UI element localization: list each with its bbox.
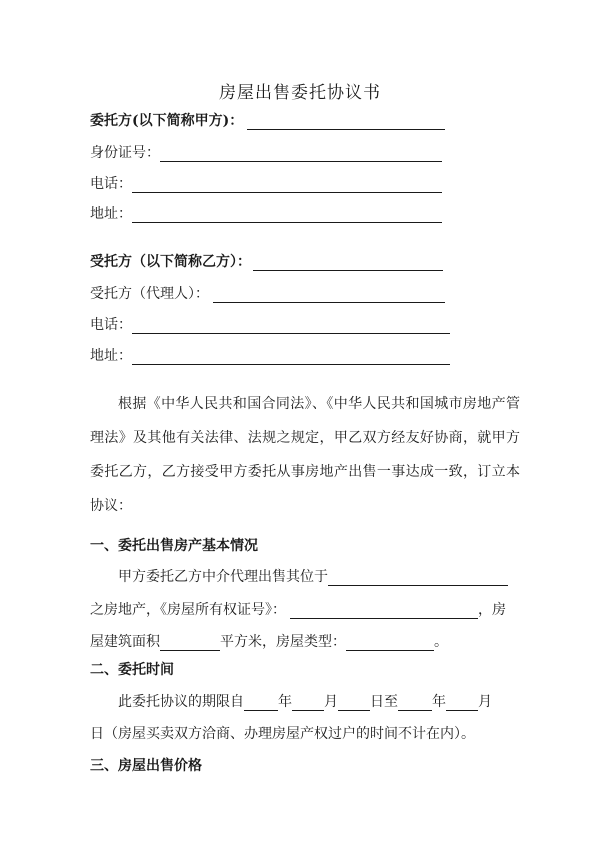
party-b-agent-line	[90, 285, 445, 303]
party-a-address-blank[interactable]	[132, 207, 442, 223]
party-b-address-line	[90, 347, 450, 365]
section2-line1	[118, 693, 492, 711]
party-a-phone-label: 电话：	[90, 176, 132, 192]
section1-type-label: 平方米，房屋类型：	[220, 634, 346, 650]
section1-line3-end: 。	[434, 634, 448, 650]
party-b-agent-label: 受托方（代理人）：	[90, 286, 209, 302]
end-year-blank[interactable]	[398, 695, 432, 711]
period-from-label: 此委托协议的期限自	[118, 694, 244, 710]
party-b-name-blank[interactable]	[253, 255, 443, 271]
party-a-id-blank[interactable]	[160, 146, 442, 162]
party-a-label: 委托方(以下简称甲方)：	[90, 113, 244, 129]
section2-heading: 二、委托时间	[90, 662, 174, 678]
party-a-id-line	[90, 144, 442, 162]
section1-line2	[90, 601, 506, 619]
intro-paragraph: 根据《中华人民共和国合同法》、《中华人民共和国城市房地产管理法》及其他有关法律、法规之规定，甲乙双方经友好协商，就甲方委托乙方，乙方接受甲方委托从事房地产出售一事达成一致，订立本协议：	[90, 396, 520, 514]
start-month-unit: 月	[324, 694, 338, 710]
party-b-address-blank[interactable]	[132, 349, 450, 365]
section1-line1	[118, 568, 508, 586]
party-b-phone-line	[90, 316, 450, 334]
house-type-blank[interactable]	[346, 635, 434, 651]
party-b-label: 受托方（以下简称乙方）：	[90, 254, 251, 270]
end-year-unit: 年	[432, 694, 446, 710]
start-year-blank[interactable]	[244, 695, 278, 711]
end-month-blank[interactable]	[446, 695, 478, 711]
party-b-phone-label: 电话：	[90, 317, 132, 333]
start-day-unit: 日至	[370, 694, 398, 710]
section1-line3	[90, 633, 448, 651]
party-a-line	[90, 112, 445, 130]
party-a-name-blank[interactable]	[247, 114, 445, 130]
section1-area-label: 屋建筑面积	[90, 634, 160, 650]
section2-line2: 日（房屋买卖双方洽商、办理房屋产权过户的时间不计在内）。	[90, 726, 475, 742]
party-b-line	[90, 253, 443, 271]
section1-location-label: 甲方委托乙方中介代理出售其位于	[118, 569, 328, 585]
start-month-blank[interactable]	[292, 695, 324, 711]
section1-line2-tail: ，房	[478, 602, 506, 618]
party-b-phone-blank[interactable]	[132, 318, 450, 334]
party-a-phone-blank[interactable]	[132, 177, 442, 193]
building-area-blank[interactable]	[160, 635, 220, 651]
document-title: 房屋出售委托协议书	[219, 83, 381, 103]
ownership-cert-blank[interactable]	[290, 603, 478, 619]
section1-heading: 一、委托出售房产基本情况	[90, 538, 258, 554]
party-a-phone-line	[90, 175, 442, 193]
party-a-address-label: 地址：	[90, 206, 132, 222]
property-location-blank[interactable]	[328, 570, 508, 586]
party-a-address-line	[90, 205, 442, 223]
end-month-unit: 月	[478, 694, 492, 710]
section3-heading: 三、房屋出售价格	[90, 758, 202, 774]
section1-cert-label: 之房地产，《房屋所有权证号》：	[90, 602, 286, 618]
start-year-unit: 年	[278, 694, 292, 710]
party-a-id-label: 身份证号：	[90, 145, 160, 161]
start-day-blank[interactable]	[338, 695, 370, 711]
party-b-agent-blank[interactable]	[213, 287, 445, 303]
party-b-address-label: 地址：	[90, 348, 132, 364]
